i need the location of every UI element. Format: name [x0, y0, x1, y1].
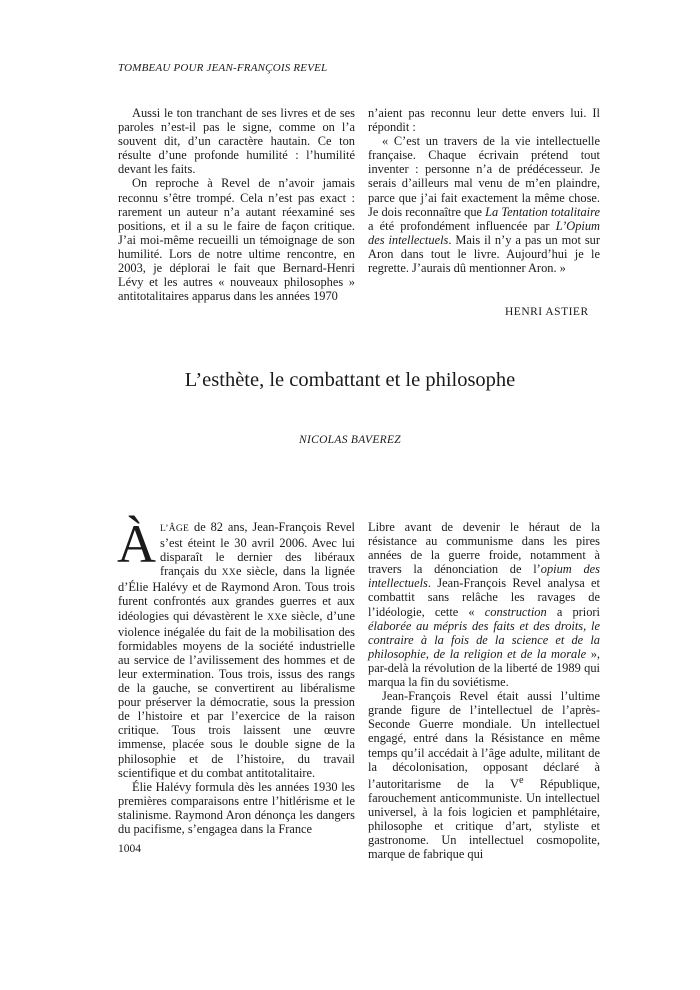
italic-title: L’Opium des intellectuels — [368, 218, 600, 247]
small-caps-lead: L’ÂGE — [160, 524, 190, 534]
page-number: 1004 — [118, 843, 141, 855]
paragraph: Aussi le ton tranchant de ses livres et de ses paroles n’est-il pas le signe, comme on l’a souvent dit, d’un caractère hautain. Ce ton résulte d’une profonde humilité : l’humilité devant les faits. — [118, 106, 355, 177]
text-span: a priori — [546, 604, 600, 619]
article-author: NICOLAS BAVEREZ — [299, 434, 401, 446]
text-span: . Jean-François Revel analysa et combattit sans relâche les ravages de l’idéologie, cette « — [368, 576, 600, 619]
paragraph: On reproche à Revel de n’avoir jamais reconnu s’être trompé. Cela n’est pas exact : rarement un auteur n’a autant réexaminé ses positions, et il a su le faire de façon critique. J’ai moi-même recueilli un témoignage de son humilité. Lors de notre ultime rencontre, en 2003, je déplorai le fait que Bernard-Henri Lévy et les autres « nouveaux philosophes » antitotalitaires apparus dans les années 1970 — [118, 176, 355, 304]
paragraph: n’aient pas reconnu leur dette envers lui. Il répondit : — [368, 106, 600, 135]
paragraph — [368, 689, 600, 861]
italic-phrase: construction — [484, 604, 547, 619]
article-title: L’esthète, le combattant et le philosophe — [184, 369, 516, 391]
text-span: République, farouchement anticommuniste. Un intellectuel universel, à la fois logicien et pamphlétaire, philosophe et critique d’art, styliste et gastronome. Un intellectuel cosmopolite, marque de fabrique qui — [368, 776, 600, 862]
running-header: TOMBEAU POUR JEAN-FRANÇOIS REVEL — [118, 62, 328, 74]
paragraph — [368, 520, 600, 689]
century-numeral: XX — [221, 568, 237, 579]
second-article-column-2 — [368, 520, 600, 861]
text-span: e siècle, dans la lignée d’Élie Halévy et de Raymond Aron. Tous trois furent confrontés aux grandes guerres et aux idéologies qui dévastèrent le — [118, 564, 356, 623]
text-span: e siècle, d’une violence inégalée du fait de la mobilisation des formidables moyens de la société industrielle au service de l’avilissement des hommes et de leur extermination. Tous trois, issus des rangs de la gauche, se convertirent au libéralisme pour préserver la démocratie, sous la pression de l’histoire et par l’exercice de la raison critique. Tous trois laissent une œuvre immense, placée sous le double signe de la philosophie et de l’histoire, du travail scientifique et du combat antitotalitaire. — [118, 608, 355, 780]
text-span: », par-delà la révolution de la liberté de 1989 qui marqua la fin du soviétisme. — [368, 646, 601, 690]
italic-phrase: élaborée au mépris des faits et des droits, le contraire à la fois de la science et de la philosophie, de la religion et de la morale — [368, 618, 600, 661]
text-span: « C’est un travers de la vie intellectuelle française. Chaque écrivain prétend tout inventer : personne n’a de prédécesseur. Je serais d’ailleurs mal venu de m’en plaindre, parce que j’ai fait exactement la même chose. Je dois reconnaître que — [368, 134, 600, 219]
italic-phrase: opium des intellectuels — [368, 562, 600, 591]
opening-paragraph — [117, 514, 356, 780]
century-numeral: XX — [267, 612, 282, 623]
quote-paragraph — [368, 134, 600, 275]
first-article-column-2 — [368, 106, 600, 275]
second-article-column-1 — [117, 514, 356, 836]
text-span: a été profondément influencée par — [368, 218, 556, 233]
drop-cap: À — [117, 514, 156, 574]
paragraph: Élie Halévy formula dès les années 1930 les premières comparaisons entre l’hitlérisme et le stalinisme. Raymond Aron dénonça les dangers du pacifisme, s’engagea dans la France — [118, 779, 355, 836]
italic-title: La Tentation totalitaire — [485, 204, 600, 219]
signature: HENRI ASTIER — [505, 306, 589, 318]
first-article-column-1 — [118, 106, 355, 303]
text-span: Libre avant de devenir le héraut de la résistance au communisme dans les pires années de la guerre froide, notamment à travers la dénonciation de l’ — [368, 520, 600, 577]
text-span: Jean-François Revel était aussi l’ultime grande figure de l’intellectuel de l’après-Seconde Guerre mondiale. Un intellectuel engagé, entré dans la Résistance en même temps qu’il accédait à l’âge adulte, militant de la décolonisation, opposant déclaré à l’autoritarisme de la V — [368, 689, 600, 791]
text-span: . Mais il n’y a pas un mot sur Aron dans tout le livre. Aujourd’hui je le regrette. J’aurais dû mentionner Aron. » — [368, 232, 600, 276]
text-span: de 82 ans, Jean-François Revel s’est éteint le 30 avril 2006. Avec lui disparaît le dernier des libéraux français du — [160, 520, 355, 579]
superscript: e — [518, 774, 524, 786]
